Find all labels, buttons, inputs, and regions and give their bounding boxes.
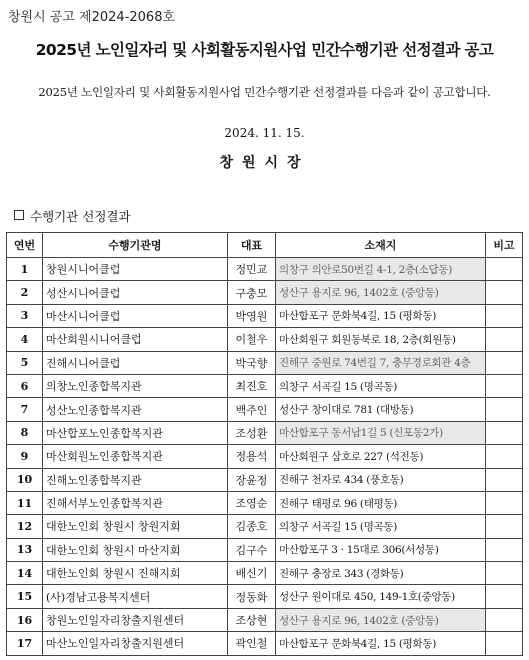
representative: 박영원: [228, 304, 276, 327]
table-row: [7, 562, 523, 585]
table-row: [7, 351, 523, 374]
representative: 정동화: [228, 585, 276, 608]
organization-name: 마산회원시니어클럽: [43, 328, 228, 351]
organization-name: 진해서부노인종합복지관: [43, 491, 228, 514]
column-header-address: 소재지: [276, 233, 486, 258]
row-number: 14: [7, 562, 43, 585]
note: [486, 304, 523, 327]
table-row: [7, 515, 523, 538]
organization-name: 대한노인회 창원시 마산지회: [43, 538, 228, 561]
table-row: [7, 374, 523, 397]
row-number: 11: [7, 491, 43, 514]
representative: 장윤정: [228, 468, 276, 491]
row-number: 8: [7, 421, 43, 444]
section-heading-label: 수행기관 선정결과: [30, 209, 131, 224]
representative: 김구수: [228, 538, 276, 561]
organization-name: 창원시니어클럽: [43, 258, 228, 281]
address: 마산회원구 회원동북로 18, 2층(회원동): [276, 328, 486, 351]
table-row: [7, 421, 523, 444]
note: [486, 398, 523, 421]
row-number: 15: [7, 585, 43, 608]
document-title: 2025년 노인일자리 및 사회활동지원사업 민간수행기관 선정결과 공고: [35, 41, 494, 59]
row-number: 4: [7, 328, 43, 351]
table-row: [7, 585, 523, 608]
row-number: 2: [7, 281, 43, 304]
organization-name: 의창노인종합복지관: [43, 374, 228, 397]
table-row: [7, 258, 523, 281]
address: 마산합포구 3 · 15대로 306(서성동): [276, 538, 486, 561]
note: [486, 258, 523, 281]
row-number: 9: [7, 445, 43, 468]
note: [486, 538, 523, 561]
section-heading: [14, 207, 131, 225]
address: 성산구 용지로 96, 1402호 (중앙동): [276, 608, 486, 631]
address: 마산합포구 동서남1길 5 (신포동2가): [276, 421, 486, 444]
representative: 이철우: [228, 328, 276, 351]
row-number: 13: [7, 538, 43, 561]
table-row: [7, 281, 523, 304]
organization-name: 대한노인회 창원시 창원지회: [43, 515, 228, 538]
organization-name: 마산회원노인종합복지관: [43, 445, 228, 468]
address: 진해구 중원로 74번길 7, 충무경로회관 4층: [276, 351, 486, 374]
organization-name: 성산노인종합복지관: [43, 398, 228, 421]
representative: 구충모: [228, 281, 276, 304]
table-row: [7, 632, 523, 655]
representative: 백주인: [228, 398, 276, 421]
note: [486, 468, 523, 491]
row-number: 12: [7, 515, 43, 538]
note: [486, 421, 523, 444]
note: [486, 374, 523, 397]
note: [486, 608, 523, 631]
notice-number: 창원시 공고 제2024-2068호: [8, 10, 176, 25]
representative: 조상현: [228, 608, 276, 631]
address: 의창구 서곡길 15 (명곡동): [276, 515, 486, 538]
address: 마산합포구 문화북4길, 15 (평화동): [276, 632, 486, 655]
table-row: [7, 468, 523, 491]
address: 성산구 창이대로 781 (대방동): [276, 398, 486, 421]
table-body: [7, 258, 523, 656]
representative: 조영순: [228, 491, 276, 514]
table-row: [7, 608, 523, 631]
column-header-name: 수행기관명: [43, 233, 228, 258]
address: 성산구 원이대로 450, 149-1호(중앙동): [276, 585, 486, 608]
note: [486, 515, 523, 538]
organization-name: 마산합포노인종합복지관: [43, 421, 228, 444]
issuer-name: 창원시장: [219, 155, 310, 171]
row-number: 10: [7, 468, 43, 491]
note: [486, 585, 523, 608]
note: [486, 491, 523, 514]
table-row: [7, 398, 523, 421]
organization-name: 진해시니어클럽: [43, 351, 228, 374]
address: 진해구 천자로 434 (풍호동): [276, 468, 486, 491]
organization-name: (사)경남고용복지센터: [43, 585, 228, 608]
address: 진해구 태평로 96 (태평동): [276, 491, 486, 514]
selection-results-table: [6, 232, 523, 656]
organization-name: 진해노인종합복지관: [43, 468, 228, 491]
note: [486, 562, 523, 585]
row-number: 6: [7, 374, 43, 397]
table-row: [7, 328, 523, 351]
column-header-no: 연번: [7, 233, 43, 258]
row-number: 3: [7, 304, 43, 327]
row-number: 1: [7, 258, 43, 281]
organization-name: 마산노인일자리창출지원센터: [43, 632, 228, 655]
representative: 최진호: [228, 374, 276, 397]
representative: 정용석: [228, 445, 276, 468]
table-row: [7, 538, 523, 561]
row-number: 5: [7, 351, 43, 374]
address: 마산회원구 삼호로 227 (석전동): [276, 445, 486, 468]
organization-name: 마산시니어클럽: [43, 304, 228, 327]
note: [486, 281, 523, 304]
note: [486, 632, 523, 655]
checkbox-square-icon: [14, 210, 24, 220]
organization-name: 성산시니어클럽: [43, 281, 228, 304]
organization-name: 창원노인일자리창출지원센터: [43, 608, 228, 631]
note: [486, 445, 523, 468]
representative: 곽인철: [228, 632, 276, 655]
representative: 박국향: [228, 351, 276, 374]
address: 의창구 의안로50번길 4-1, 2층(소답동): [276, 258, 486, 281]
table-row: [7, 445, 523, 468]
representative: 배신기: [228, 562, 276, 585]
address: 의창구 서곡길 15 (명곡동): [276, 374, 486, 397]
representative: 정민교: [228, 258, 276, 281]
column-header-note: 비고: [486, 233, 523, 258]
note: [486, 328, 523, 351]
table-row: [7, 304, 523, 327]
representative: 김종호: [228, 515, 276, 538]
row-number: 7: [7, 398, 43, 421]
column-header-representative: 대표: [228, 233, 276, 258]
row-number: 16: [7, 608, 43, 631]
row-number: 17: [7, 632, 43, 655]
organization-name: 대한노인회 창원시 진해지회: [43, 562, 228, 585]
address: 진해구 충장로 343 (경화동): [276, 562, 486, 585]
table-header-row: [7, 233, 523, 258]
address: 마산합포구 문화북4길, 15 (평화동): [276, 304, 486, 327]
announcement-date: 2024. 11. 15.: [224, 126, 305, 140]
intro-text: 2025년 노인일자리 및 사회활동지원사업 민간수행기관 선정결과를 다음과 같이 공고합니다.: [38, 85, 491, 99]
address: 성산구 용지로 96, 1402호 (중앙동): [276, 281, 486, 304]
table-row: [7, 491, 523, 514]
representative: 조성환: [228, 421, 276, 444]
note: [486, 351, 523, 374]
